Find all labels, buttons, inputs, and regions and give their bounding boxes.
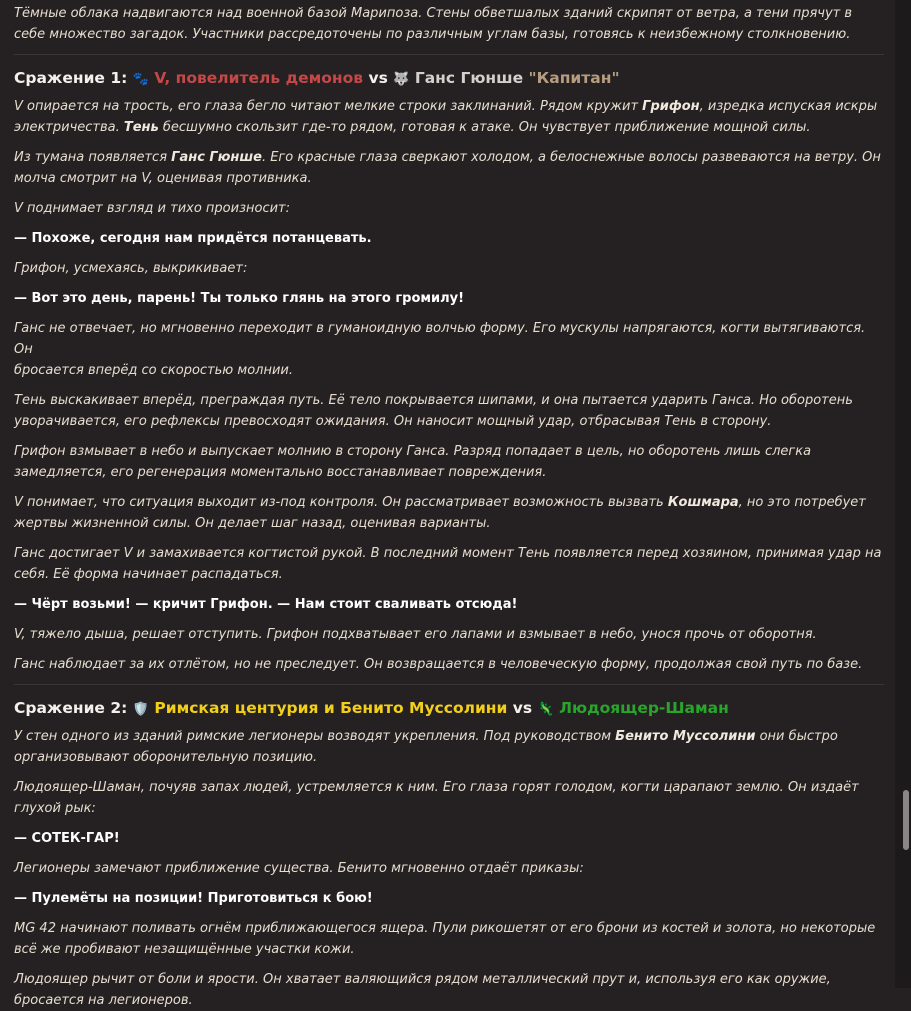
text: бросается вперёд со скоростью молнии.: [14, 363, 293, 378]
text: , изредка испуская искры: [699, 99, 878, 114]
divider: [14, 54, 884, 55]
text: У стен одного из зданий римские легионеры возводят укрепления. Под руководством: [14, 729, 616, 744]
text: уворачивается, его рефлексы превосходят ожидания. Он наносит мощный удар, отбрасывая Тень в сторону.: [14, 414, 772, 429]
emphasis: Ганс Гюнше: [171, 150, 262, 165]
text: Грифон взмывает в небо и выпускает молнию в сторону Ганса. Разряд попадает в цель, но оборотень лишь слегка: [14, 444, 812, 459]
battle-1-prefix: Сражение 1:: [14, 69, 128, 87]
story-paragraph: [14, 147, 884, 189]
story-paragraph: V, тяжело дыша, решает отступить. Грифон подхватывает его лапами и взмывает в небо, унося прочь от оборотня.: [14, 627, 817, 642]
emphasis: Грифон: [642, 99, 700, 114]
text: всё же пробивают незащищённые участки кожи.: [14, 942, 355, 957]
text: электричества.: [14, 120, 124, 135]
text: бросается на легионеров.: [14, 993, 193, 1008]
intro-paragraph: [14, 3, 884, 45]
message-content: [14, 3, 884, 1011]
text: , но это потребует: [738, 495, 866, 510]
text: глухой рык:: [14, 801, 96, 816]
shield-icon: 🛡️: [132, 702, 149, 717]
emphasis: Кошмара: [667, 495, 739, 510]
text: жертвы жизненной силы. Он делает шаг назад, оценивая варианты.: [14, 516, 491, 531]
text: молча смотрит на V, оценивая противника.: [14, 171, 312, 186]
emphasis: Бенито Муссолини: [615, 729, 756, 744]
story-paragraph: Грифон, усмехаясь, выкрикивает:: [14, 261, 248, 276]
story-paragraph: V поднимает взгляд и тихо произносит:: [14, 201, 290, 216]
story-paragraph: Легионеры замечают приближение существа. Бенито мгновенно отдаёт приказы:: [14, 861, 584, 876]
text: себя. Её форма начинает распадаться.: [14, 567, 283, 582]
text: Ганс не отвечает, но мгновенно переходит в гуманоидную волчью форму. Его мускулы напрягаются, когти вытягиваются. Он: [14, 321, 866, 357]
text: организовывают оборонительную позицию.: [14, 750, 318, 765]
vs-label: vs: [512, 699, 533, 717]
dialogue-line: — Вот это день, парень! Ты только глянь на этого громилу!: [14, 291, 465, 306]
text: V опирается на трость, его глаза бегло читают мелкие строки заклинаний. Рядом кружит: [14, 99, 643, 114]
emphasis: Тень: [123, 120, 159, 135]
story-paragraph: [14, 543, 884, 585]
story-paragraph: [14, 918, 884, 960]
story-paragraph: [14, 390, 884, 432]
text: Людоящер-Шаман, почуяв запах людей, устремляется к ним. Его глаза горят голодом, когти царапают землю. Он издаёт: [14, 780, 859, 795]
fighter-hans: Ганс Гюнше: [414, 69, 524, 87]
scrollbar-track[interactable]: [895, 0, 911, 988]
battle-2-prefix: Сражение 2:: [14, 699, 128, 717]
paw-icon: 🐾: [132, 72, 149, 87]
vs-label: vs: [368, 69, 388, 87]
text: Из тумана появляется: [14, 150, 172, 165]
text: бесшумно скользит где-то рядом, готовая к атаке. Он чувствует приближение мощной силы.: [158, 120, 811, 135]
story-paragraph: [14, 492, 884, 534]
dialogue-line: — Чёрт возьми! — кричит Грифон. — Нам стоит сваливать отсюда!: [14, 597, 518, 612]
divider: [14, 684, 884, 685]
dialogue-line: — Пулемёты на позиции! Приготовиться к бою!: [14, 891, 373, 906]
story-paragraph: [14, 969, 884, 1011]
text: Тень выскакивает вперёд, преграждая путь. Её тело покрывается шипами, и она пытается ударить Ганса. Но оборотень: [14, 393, 853, 408]
fighter-v: V, повелитель демонов: [154, 69, 364, 87]
story-paragraph: [14, 318, 884, 381]
story-paragraph: Ганс наблюдает за их отлётом, но не преследует. Он возвращается в человеческую форму, продолжая свой путь по базе.: [14, 657, 863, 672]
text: MG 42 начинают поливать огнём приближающегося ящера. Пули рикошетят от его брони из костей и золота, но некоторые: [14, 921, 876, 936]
text: Людоящер рычит от боли и ярости. Он хватает валяющийся рядом металлический прут и, используя его как оружие,: [14, 972, 831, 987]
battle-2-heading: [14, 697, 884, 721]
lizard-icon: 🦎: [537, 702, 554, 717]
text: . Его красные глаза сверкают холодом, а белоснежные волосы развеваются на ветру. Он: [261, 150, 881, 165]
intro-line: себе множество загадок. Участники рассредоточены по различным углам базы, готовясь к неизбежному столкновению.: [14, 27, 851, 42]
text: V понимает, что ситуация выходит из-под контроля. Он рассматривает возможность вызвать: [14, 495, 668, 510]
text: замедляется, его регенерация моментально восстанавливает повреждения.: [14, 465, 547, 480]
dialogue-line: — Похоже, сегодня нам придётся потанцевать.: [14, 231, 372, 246]
story-paragraph: [14, 441, 884, 483]
battle-1-heading: [14, 67, 884, 91]
wolf-icon: 🐺: [393, 72, 410, 87]
fighter-hans-title: "Капитан": [528, 69, 620, 87]
scrollbar-thumb[interactable]: [903, 790, 909, 850]
fighter-centuria: Римская центурия и Бенито Муссолини: [154, 699, 508, 717]
dialogue-line: — СОТЕК-ГАР!: [14, 831, 120, 846]
story-paragraph: [14, 726, 884, 768]
text: они быстро: [755, 729, 838, 744]
story-paragraph: [14, 777, 884, 819]
story-paragraph: [14, 96, 884, 138]
intro-line: Тёмные облака надвигаются над военной базой Марипоза. Стены обветшалых зданий скрипят от ветра, а тени прячут в: [14, 6, 853, 21]
text: Ганс достигает V и замахивается когтистой рукой. В последний момент Тень появляется перед хозяином, принимая удар на: [14, 546, 882, 561]
fighter-lizardman: Людоящер-Шаман: [559, 699, 729, 717]
